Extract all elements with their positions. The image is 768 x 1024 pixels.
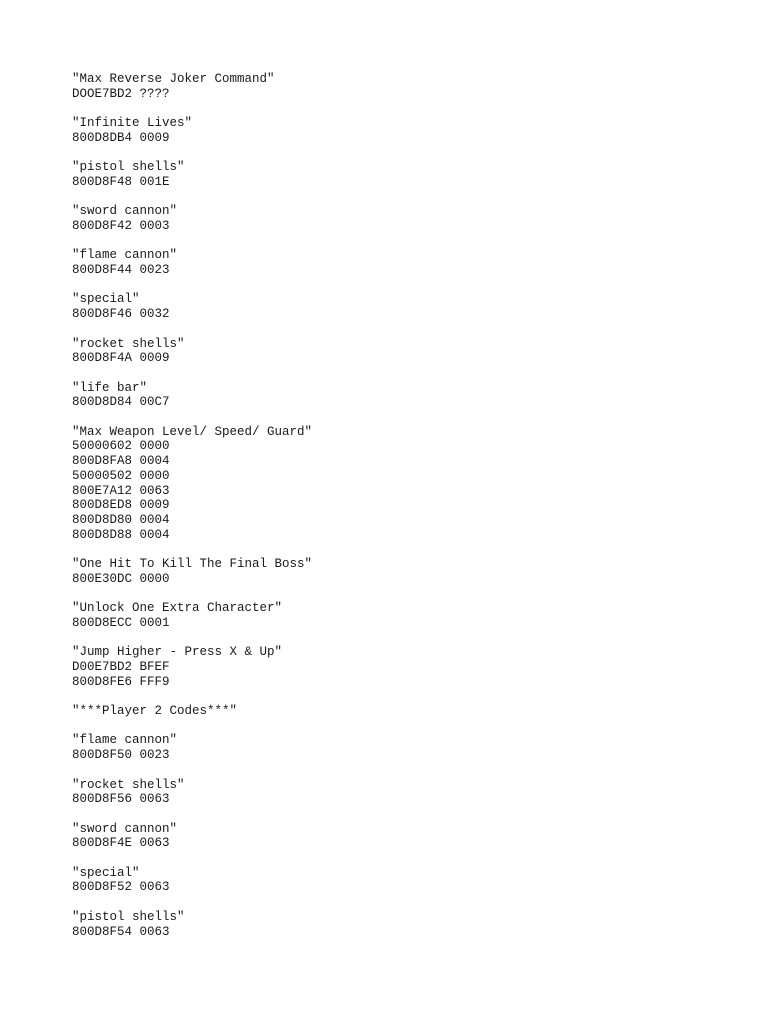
code-title: "Unlock One Extra Character": [72, 601, 283, 616]
code-value-line: 800D8FA8 0004: [72, 454, 170, 469]
code-entry: [72, 381, 692, 410]
code-entry: [72, 116, 692, 145]
code-entry: [72, 160, 692, 189]
code-title: "life bar": [72, 380, 148, 395]
code-value-line: 800D8F48 001E: [72, 174, 170, 189]
code-value-line: D00E7BD2 BFEF: [72, 659, 170, 674]
code-entry: [72, 204, 692, 233]
code-entry: [72, 645, 692, 689]
code-title: "One Hit To Kill The Final Boss": [72, 557, 313, 572]
code-title: "rocket shells": [72, 777, 185, 792]
code-value-line: 800D8F56 0063: [72, 792, 170, 807]
code-title: "sword cannon": [72, 821, 178, 836]
code-entry: [72, 292, 692, 321]
code-title: "Max Reverse Joker Command": [72, 72, 275, 86]
code-title: "Jump Higher - Press X & Up": [72, 645, 283, 660]
code-value-line: 800D8D80 0004: [72, 512, 170, 527]
code-title: "***Player 2 Codes***": [72, 704, 238, 719]
code-value-line: 800E7A12 0063: [72, 483, 170, 498]
code-entry: [72, 425, 692, 543]
code-entry: [72, 822, 692, 851]
code-value-line: 800D8ED8 0009: [72, 498, 170, 513]
code-value-line: 800D8F42 0003: [72, 218, 170, 233]
code-value-line: 800D8F46 0032: [72, 307, 170, 322]
code-entry: [72, 704, 692, 719]
code-title: "pistol shells": [72, 160, 185, 175]
cheat-code-document: [72, 72, 692, 954]
code-value-line: 800D8DB4 0009: [72, 130, 170, 145]
code-value-line: 800D8FE6 FFF9: [72, 674, 170, 689]
code-entry: [72, 337, 692, 366]
code-value-line: 800D8F54 0063: [72, 924, 170, 939]
code-entry: [72, 910, 692, 939]
code-title: "sword cannon": [72, 204, 178, 219]
code-value-line: 800E30DC 0000: [72, 571, 170, 586]
code-value-line: 800D8D84 00C7: [72, 395, 170, 410]
code-entry: [72, 248, 692, 277]
code-value-line: 50000502 0000: [72, 468, 170, 483]
code-title: "special": [72, 865, 140, 880]
code-value-line: 50000602 0000: [72, 439, 170, 454]
code-value-line: 800D8D88 0004: [72, 527, 170, 542]
code-entry: [72, 866, 692, 895]
code-title: "flame cannon": [72, 733, 178, 748]
code-title: "pistol shells": [72, 909, 185, 924]
code-entry: [72, 557, 692, 586]
code-entry: [72, 72, 692, 101]
code-value-line: 800D8F50 0023: [72, 748, 170, 763]
code-title: "rocket shells": [72, 336, 185, 351]
code-value-line: DOOE7BD2 ????: [72, 86, 170, 101]
code-value-line: 800D8ECC 0001: [72, 615, 170, 630]
code-title: "Infinite Lives": [72, 116, 193, 131]
code-title: "special": [72, 292, 140, 307]
code-entry: [72, 733, 692, 762]
code-title: "Max Weapon Level/ Speed/ Guard": [72, 424, 313, 439]
code-entry: [72, 778, 692, 807]
code-value-line: 800D8F52 0063: [72, 880, 170, 895]
code-value-line: 800D8F4E 0063: [72, 836, 170, 851]
code-title: "flame cannon": [72, 248, 178, 263]
code-value-line: 800D8F44 0023: [72, 263, 170, 278]
code-entry: [72, 601, 692, 630]
code-value-line: 800D8F4A 0009: [72, 351, 170, 366]
